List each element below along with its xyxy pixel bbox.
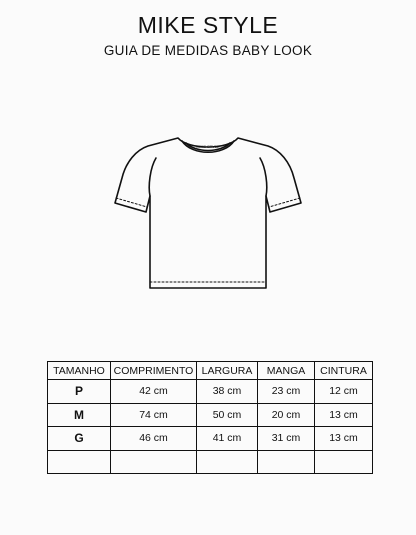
table-row bbox=[48, 450, 373, 474]
cintura-cell: 13 cm bbox=[315, 403, 373, 427]
comprimento-cell bbox=[111, 450, 197, 474]
table-header-row bbox=[48, 362, 373, 380]
largura-cell: 50 cm bbox=[197, 403, 258, 427]
largura-cell: 38 cm bbox=[197, 380, 258, 404]
brand-title: MIKE STYLE bbox=[137, 12, 279, 38]
tshirt-icon bbox=[108, 128, 308, 308]
cintura-cell: 13 cm bbox=[315, 427, 373, 451]
manga-cell bbox=[258, 450, 315, 474]
column-header-manga: MANGA bbox=[258, 362, 315, 380]
manga-cell: 31 cm bbox=[258, 427, 315, 451]
manga-cell: 23 cm bbox=[258, 380, 315, 404]
shirt-tag-text: MIKE STYLE bbox=[196, 144, 220, 149]
comprimento-cell: 74 cm bbox=[111, 403, 197, 427]
size-cell bbox=[48, 450, 111, 474]
column-header-largura: LARGURA bbox=[197, 362, 258, 380]
comprimento-cell: 42 cm bbox=[111, 380, 197, 404]
cintura-cell: 12 cm bbox=[315, 380, 373, 404]
column-header-cintura: CINTURA bbox=[315, 362, 373, 380]
column-header-tamanho: TAMANHO bbox=[48, 362, 111, 380]
size-chart-table bbox=[47, 361, 373, 474]
size-cell: G bbox=[48, 427, 111, 451]
manga-cell: 20 cm bbox=[258, 403, 315, 427]
comprimento-cell: 46 cm bbox=[111, 427, 197, 451]
column-header-comprimento: COMPRIMENTO bbox=[111, 362, 197, 380]
table-row bbox=[48, 403, 373, 427]
largura-cell: 41 cm bbox=[197, 427, 258, 451]
cintura-cell bbox=[315, 450, 373, 474]
table-row bbox=[48, 380, 373, 404]
largura-cell bbox=[197, 450, 258, 474]
size-cell: P bbox=[48, 380, 111, 404]
page-subtitle: GUIA DE MEDIDAS BABY LOOK bbox=[103, 43, 313, 58]
table-row bbox=[48, 427, 373, 451]
size-cell: M bbox=[48, 403, 111, 427]
